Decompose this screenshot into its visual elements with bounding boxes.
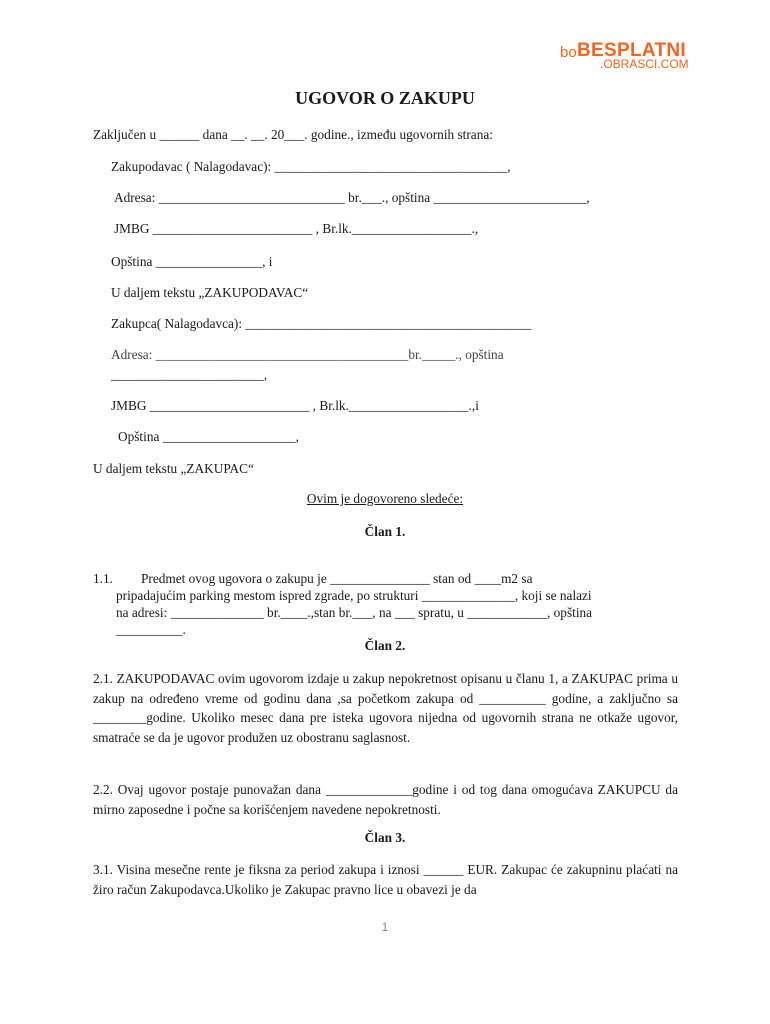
lessor-address-line: Adresa: ____________________________ br.___., opština _______________________,	[114, 190, 590, 205]
clause-2-1: 2.1. ZAKUPODAVAC ovim ugovorom izdaje u zakup nepokretnost opisanu u članu 1, a ZAKUPAC prima u zakup na određeno vreme od godinu dana ,sa početkom zakupa od __________ godine, a zaključno sa ________godine. Ukoliko mesec dana pre isteka ugovora nijedna od ugovornih strana ne otkaže ugovor, smatraće se da je ugovor produžen uz obostranu saglasnost.	[93, 671, 678, 745]
lessee-name-line: Zakupca( Nalagodavca): ___________________________________________	[111, 316, 532, 331]
page-number: 1	[381, 920, 389, 934]
lessor-municipality-line: Opština ________________, i	[111, 254, 273, 269]
logo-line1: BESPLATNI	[577, 40, 686, 61]
logo-prefix: bo	[560, 44, 577, 61]
lessor-jmbg-line: JMBG ________________________ , Br.lk.__________________.,	[114, 221, 479, 236]
clause-1-1-line3: na adresi: ______________ br.____.,stan br.___, na ___ spratu, u ____________, opština	[116, 605, 593, 620]
lessee-address-line: Adresa: ______________________________________br._____., opština	[111, 347, 504, 362]
lessee-municipality-line: Opština ____________________,	[118, 429, 299, 444]
article-3-heading: Član 3.	[364, 830, 406, 845]
intro-line: Zaključen u ______ dana __. __. 20___. godine., između ugovornih strana:	[93, 127, 493, 142]
lessee-alias-line: U daljem tekstu „ZAKUPAC“	[93, 461, 254, 476]
clause-1-1-line2: pripadajućim parking mestom ispred zgrade, po strukturi ______________, koji se nalazi	[116, 588, 592, 603]
lessee-address-cont: _______________________,	[111, 367, 268, 382]
clause-3-1: 3.1. Visina mesečne rente je fiksna za period zakupa i iznosi ______ EUR. Zakupac će zakupninu plaćati na žiro račun Zakupodavca.Ukoliko je Zakupac pravno lice u obavezi je da	[93, 862, 678, 897]
lessor-name-line: Zakupodavac ( Nalagodavac): ___________________________________,	[111, 159, 511, 174]
clause-1-1-line4: __________.	[116, 622, 186, 637]
article-2-heading: Član 2.	[364, 638, 406, 653]
clause-1-1-number: 1.1.	[93, 571, 113, 586]
logo-line2: .OBRASCI.COM	[600, 57, 689, 71]
article-1-heading: Član 1.	[364, 524, 406, 539]
clause-2-2: 2.2. Ovaj ugovor postaje punovažan dana _____________godine i od tog dana omogućava ZAKUPCU da mirno zaposedne i počne sa korišćenjem navedene nepokretnosti.	[93, 782, 678, 817]
agreement-heading: Ovim je dogovoreno sledeće:	[306, 491, 464, 506]
brand-logo	[560, 40, 690, 72]
clause-1-1-line1: Predmet ovog ugovora o zakupu je _______________ stan od ____m2 sa	[141, 571, 533, 586]
document-title: UGOVOR O ZAKUPU	[295, 88, 475, 108]
lessee-jmbg-line: JMBG ________________________ , Br.lk.__________________.,i	[111, 398, 479, 413]
lessor-alias-line: U daljem tekstu „ZAKUPODAVAC“	[111, 285, 309, 300]
